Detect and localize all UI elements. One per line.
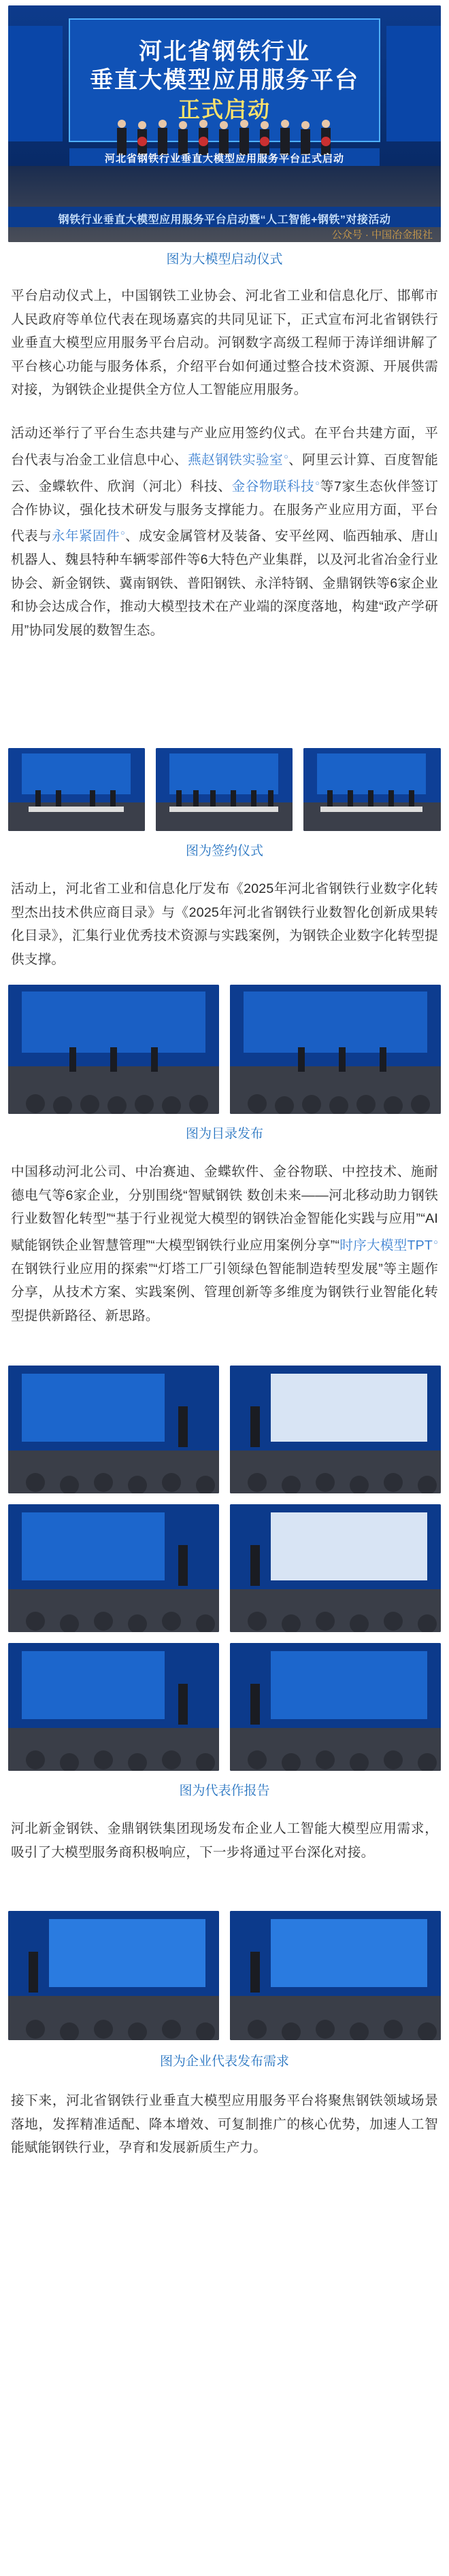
demand-photo-1 (8, 1911, 219, 2040)
banner-title-line3: 正式启动 (178, 97, 271, 122)
report-photo-2 (230, 1366, 441, 1493)
report-photo-6 (230, 1643, 441, 1771)
paragraph-signing (11, 422, 438, 642)
paragraph-reports-part-b: 在钢铁行业应用的探索”“灯塔工厂引领绿色智能制造转型发展”等主题作分享，从技术方案、实践案例、管理创新等多维度为钢铁行业智能化转型提供新路径、新思路。 (11, 1261, 438, 1323)
catalog-photo-1-illustration (8, 985, 219, 1114)
caption-signing: 图为签约仪式 (185, 844, 263, 858)
link-yongnian-fastener[interactable]: 永年紧固件 (52, 528, 120, 544)
bottom-strip-text: 钢铁行业垂直大模型应用服务平台启动暨“人工智能+钢铁”对接活动 (58, 214, 391, 226)
caption-catalog: 图为目录发布 (185, 1127, 263, 1141)
signing-photo-1-illustration (8, 748, 145, 831)
watermark-text: 公众号 · 中国冶金报社 (331, 229, 433, 241)
caption-demands: 图为企业代表发布需求 (159, 2054, 289, 2069)
paragraph-reports-part-a: 中国移动河北公司、中冶赛迪、金蝶软件、金谷物联、中控技术、施耐德电气等6家企业，分别围绕“智赋钢铁 数创未来——河北移动助力钢铁行业数智化转型”“基于行业视觉大模型的钢铁冶金智能化实践与应用”“AI赋能钢铁企业智慧管理”“大模型钢铁行业应用案例分享”“ (11, 1164, 438, 1253)
paragraph-signing-part-a: 活动还举行了平台生态共建与产业应用签约仪式。在平台共建方面，平台代表与冶金工业信息中心、 (11, 426, 438, 468)
paragraph-demands: 河北新金钢铁、金鼎钢铁集团现场发布企业人工智能大模型应用需求，吸引了大模型服务商积极响应，下一步将通过平台深化对接。 (11, 1821, 438, 1860)
signing-photo-1 (8, 748, 145, 831)
report-photo-2-illustration (230, 1366, 441, 1493)
signing-photo-3 (303, 748, 441, 831)
launch-ceremony-photo (8, 5, 441, 242)
report-photo-1-illustration (8, 1366, 219, 1493)
report-photo-5 (8, 1643, 219, 1771)
report-photo-3 (8, 1504, 219, 1632)
caption-reports: 图为代表作报告 (179, 1784, 270, 1798)
demand-photo-2 (230, 1911, 441, 2040)
stage-strip-text: 河北省钢铁行业垂直大模型应用服务平台正式启动 (104, 153, 344, 165)
demand-photo-1-illustration (8, 1911, 219, 2040)
link-icon: ○ (120, 529, 126, 538)
link-jingu-iot[interactable]: 金谷物联科技 (231, 479, 315, 494)
demand-photo-2-illustration (230, 1911, 441, 2040)
link-icon: ○ (284, 452, 289, 461)
catalog-photo-1 (8, 985, 219, 1114)
banner-title-line2: 垂直大模型应用服务平台 (90, 67, 359, 93)
paragraph-signing-part-b: 、阿里云计算、百度智能云、金蝶软件、欣润（河北）科技、 (11, 452, 438, 494)
report-photo-3-illustration (8, 1504, 219, 1632)
signing-photo-3-illustration (303, 748, 441, 831)
paragraph-launch: 平台启动仪式上，中国钢铁工业协会、河北省工业和信息化厅、邯郸市人民政府等单位代表在现场嘉宾的共同见证下，正式宣布河北省钢铁行业垂直大模型应用服务平台启动。河钢数字高级工程师于涛详细讲解了平台核心功能与服务体系，介绍平台如何通过整合技术资源、开展供需对接，为钢铁企业提供全方位人工智能应用服务。 (11, 288, 438, 397)
paragraph-signing-part-d: 、成安金属管材及装备、安平丝网、临西轴承、唐山机器人、魏县特种车辆零部件等6大特色产业集群，以及河北省冶金行业协会、新金钢铁、冀南钢铁、普阳钢铁、永洋特钢、金鼎钢铁等6家企业和协会达成合作，推动大模型技术在产业端的深度落地，构建“政产学研用”协同发展的数智生态。 (11, 528, 438, 638)
link-yanzhao-lab[interactable]: 燕赵钢铁实验室 (188, 452, 284, 468)
caption-launch: 图为大模型启动仪式 (166, 252, 283, 267)
signing-photo-2-illustration (156, 748, 293, 831)
link-icon: ○ (315, 479, 320, 488)
paragraph-reports (11, 1160, 438, 1327)
link-icon: ○ (433, 1238, 438, 1247)
banner-title-line1: 河北省钢铁行业 (139, 39, 310, 65)
paragraph-outlook: 接下来，河北省钢铁行业垂直大模型应用服务平台将聚焦钢铁领域场景落地，发挥精准适配、降本增效、可复制推广的核心优势，加速人工智能赋能钢铁行业，孕育和发展新质生产力。 (11, 2093, 438, 2155)
catalog-photo-2 (230, 985, 441, 1114)
report-photo-6-illustration (230, 1643, 441, 1771)
report-photo-4 (230, 1504, 441, 1632)
paragraph-catalog: 活动上，河北省工业和信息化厅发布《2025年河北省钢铁行业数字化转型杰出技术供应商目录》与《2025年河北省钢铁行业数智化创新成果转化目录》，汇集行业优秀技术资源与实践案例，为钢铁企业数字化转型提供支撑。 (11, 881, 438, 967)
paragraph-signing-part-c: 等7家生态伙伴签订合作协议，强化技术研发与服务支撑能力。在服务产业应用方面，平台代表与 (11, 479, 438, 544)
report-photo-5-illustration (8, 1643, 219, 1771)
catalog-photo-2-illustration (230, 985, 441, 1114)
signing-photo-2 (156, 748, 293, 831)
report-photo-1 (8, 1366, 219, 1493)
link-tpt-model[interactable]: 时序大模型TPT (339, 1238, 433, 1253)
report-photo-4-illustration (230, 1504, 441, 1632)
